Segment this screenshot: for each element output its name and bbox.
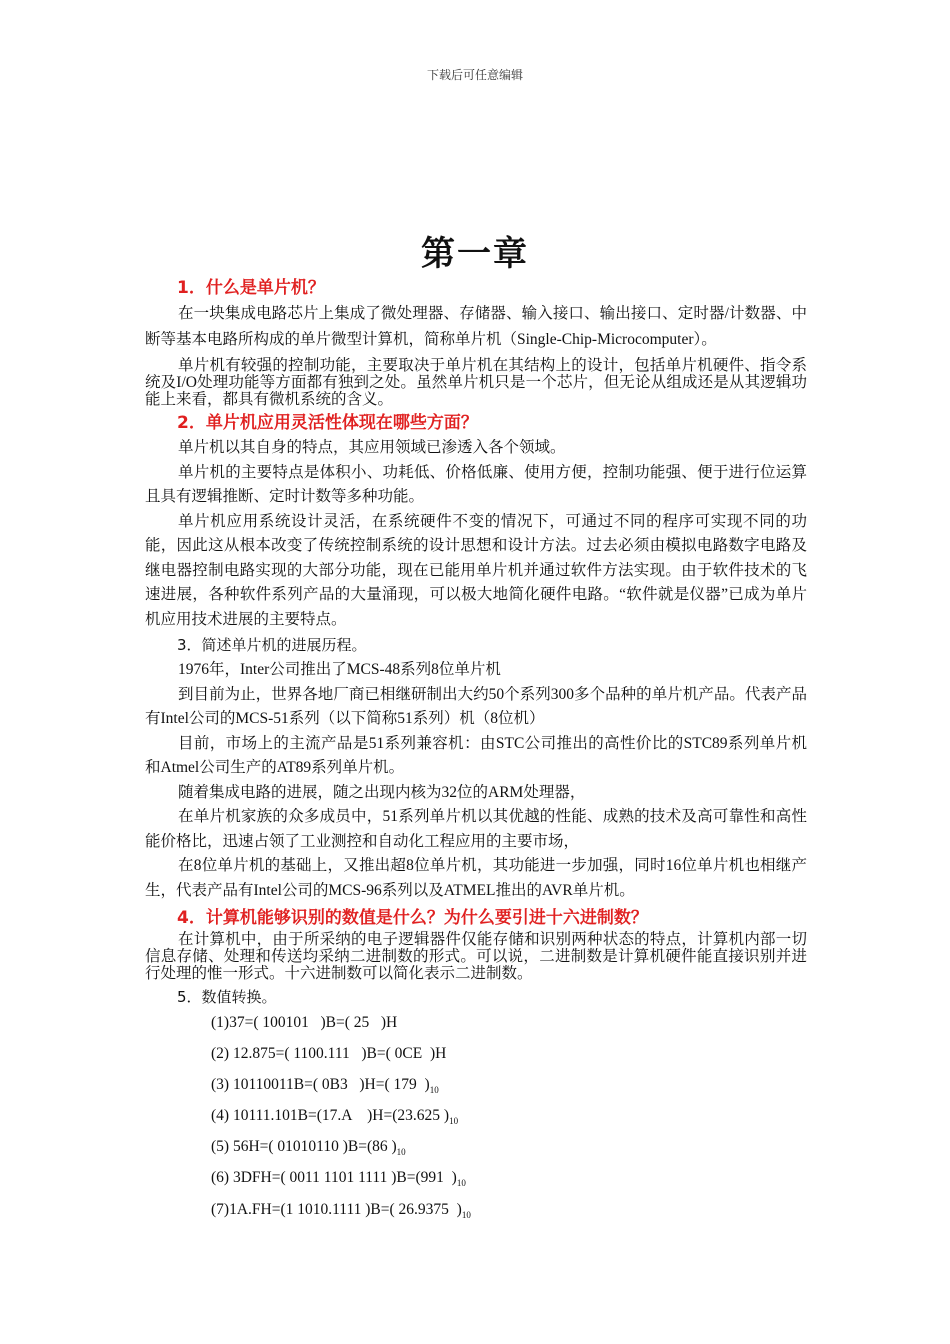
conversion-item: (6) 3DFH=( 0011 1101 1111 )B=(991 )$_{10}$ bbox=[211, 1169, 466, 1189]
question-2-heading: 2．单片机应用灵活性体现在哪些方面？ bbox=[177, 413, 478, 433]
conversion-item: (2) 12.875=( 1100.111 )B=( 0CE )H bbox=[211, 1045, 447, 1063]
question-3-heading: 3．简述单片机的进展历程。 bbox=[177, 636, 367, 654]
paragraph: 目前，市场上的主流产品是51系列兼容机：由STC公司推出的高性价比的STC89系列单片机和Atmel公司生产的AT89系列单片机。 bbox=[145, 734, 807, 776]
paragraph: 在计算机中，由于所采纳的电子逻辑器件仅能存储和识别两种状态的特点，计算机内部一切信息存储、处理和传送均采纳二进制数的形式。可以说，二进制数是计算机硬件能直接识别并进行处理的惟一形式。十六进制数可以简化表示二进制数。 bbox=[145, 931, 807, 982]
paragraph: 单片机的主要特点是体积小、功耗低、价格低廉、使用方便，控制功能强、便于进行位运算且具有逻辑推断、定时计数等多种功能。 bbox=[145, 463, 807, 505]
paragraph: 单片机以其自身的特点，其应用领域已渗透入各个领域。 bbox=[178, 439, 566, 456]
paragraph: 单片机有较强的控制功能，主要取决于单片机在其结构上的设计，包括单片机硬件、指令系统及I/O处理功能等方面都有独到之处。虽然单片机只是一个芯片，但无论从组成还是从其逻辑功能上来看，都具有微机系统的含义。 bbox=[145, 357, 807, 408]
document-body bbox=[145, 275, 807, 1228]
conversion-item: (4) 10111.101B=(17.A )H=(23.625 )$_{10}$ bbox=[211, 1107, 459, 1127]
question-5-heading: 5．数值转换。 bbox=[177, 988, 277, 1006]
paragraph: 在8位单片机的基础上，又推出超8位单片机，其功能进一步加强，同时16位单片机也相继产生，代表产品有Intel公司的MCS-96系列以及ATMEL推出的AVR单片机。 bbox=[145, 857, 807, 899]
question-1-heading: 1．什么是单片机？ bbox=[177, 278, 325, 298]
conversion-item: (1)37=( 100101 )B=( 25 )H bbox=[211, 1014, 398, 1031]
conversion-item: (3) 10110011B=( 0B3 )H=( 179 )$_{10}$ bbox=[211, 1076, 439, 1096]
paragraph: 在一块集成电路芯片上集成了微处理器、存储器、输入接口、输出接口、定时器/计数器、中断等基本电路所构成的单片微型计算机，简称单片机（Single-Chip-Microcomputer）。 bbox=[145, 305, 807, 348]
paragraph: 在单片机家族的众多成员中，51系列单片机以其优越的性能、成熟的技术及高可靠性和高性能价格比，迅速占领了工业测控和自动化工程应用的主要市场， bbox=[145, 808, 807, 850]
page-header: 下载后可任意编辑 bbox=[426, 68, 523, 82]
paragraph: 1976年，Inter公司推出了MCS-48系列8位单片机 bbox=[178, 661, 501, 678]
chapter-title: 第一章 bbox=[421, 234, 529, 274]
paragraph: 随着集成电路的进展，随之出现内核为32位的ARM处理器， bbox=[178, 783, 586, 801]
paragraph: 单片机应用系统设计灵活，在系统硬件不变的情况下，可通过不同的程序可实现不同的功能，因此这从根本改变了传统控制系统的设计思想和设计方法。过去必须由模拟电路数字电路及继电器控制电路实现的大部分功能，现在已能用单片机并通过软件方法实现。由于软件技术的飞速进展，各种软件系列产品的大量涌现，可以极大地简化硬件电路。“软件就是仪器”已成为单片机应用技术进展的主要特点。 bbox=[145, 512, 807, 628]
question-4-heading: 4．计算机能够识别的数值是什么？为什么要引进十六进制数？ bbox=[177, 908, 648, 928]
conversion-item: (7)1A.FH=(1 1010.1111 )B=( 26.9375 )$_{10}$ bbox=[211, 1200, 471, 1220]
conversion-item: (5) 56H=( 01010110 )B=(86 )$_{10}$ bbox=[211, 1138, 406, 1158]
paragraph: 到目前为止，世界各地厂商已相继研制出大约50个系列300多个品种的单片机产品。代表产品有Intel公司的MCS-51系列（以下简称51系列）机（8位机） bbox=[145, 685, 807, 727]
